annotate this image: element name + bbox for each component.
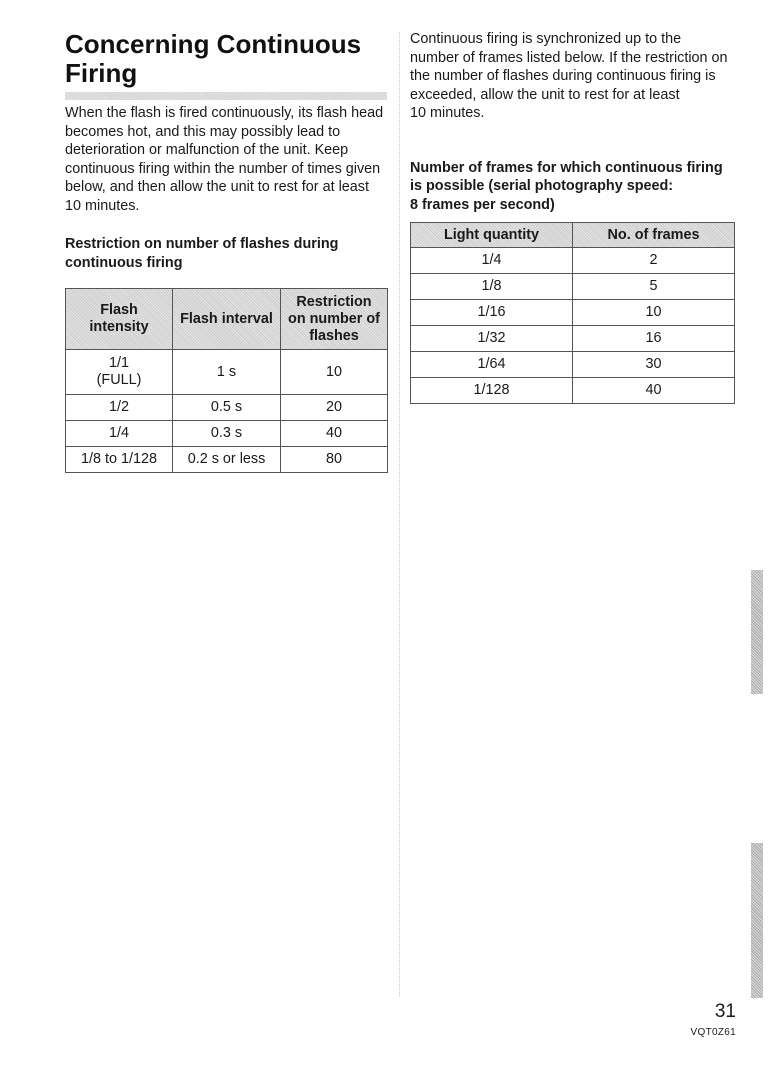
- side-tab-marker: [751, 570, 763, 694]
- table-cell: 1/1 (FULL): [66, 350, 173, 395]
- table-row: [66, 395, 388, 421]
- title-line: Concerning Continuous: [65, 29, 362, 59]
- header-restriction: Restriction on number of flashes: [281, 289, 388, 350]
- table-cell: 80: [281, 447, 388, 473]
- column-divider: [399, 32, 400, 997]
- left-column: [65, 30, 387, 473]
- text-line: 8 frames per second): [410, 196, 555, 213]
- table-cell: 40: [573, 378, 735, 404]
- table-row: [411, 274, 735, 300]
- table-row: [411, 248, 735, 274]
- header-number-of-frames: No. of frames: [573, 223, 735, 248]
- table-header-row: [66, 289, 388, 350]
- table-cell: 1/8: [411, 274, 573, 300]
- text-line: Restriction on number of flashes during: [65, 236, 339, 252]
- header-flash-intensity: Flash intensity: [66, 289, 173, 350]
- text-line: is possible (serial photography speed:: [410, 178, 674, 194]
- intro-paragraph: [65, 104, 387, 215]
- table-row: [411, 352, 735, 378]
- frames-subheading: [410, 159, 734, 215]
- table-cell: 0.3 s: [173, 421, 281, 447]
- text-line: continuous firing: [65, 254, 183, 271]
- text-line: deterioration or malfunction of the unit. Keep: [65, 142, 349, 158]
- table-cell: 0.2 s or less: [173, 447, 281, 473]
- text-line: Number of frames for which continuous firing: [410, 159, 723, 176]
- table-cell: 1/4: [411, 248, 573, 274]
- text-line: When the flash is fired continuously, its flash head: [65, 105, 384, 121]
- header-light-quantity: Light quantity: [411, 223, 573, 248]
- text-line: 10 minutes.: [65, 197, 140, 214]
- text-line: below, and then allow the unit to rest for at least: [65, 179, 369, 195]
- table-header-row: [411, 223, 735, 248]
- model-code: VQT0Z61: [690, 1027, 736, 1038]
- table-cell: 20: [281, 395, 388, 421]
- table-cell: 1/32: [411, 326, 573, 352]
- frames-table: [410, 222, 735, 404]
- table-cell: 1 s: [173, 350, 281, 395]
- table-cell: 10: [281, 350, 388, 395]
- title-underline-hatch: [65, 92, 387, 100]
- table-row: [66, 421, 388, 447]
- table-cell: 1/2: [66, 395, 173, 421]
- table-row: [411, 326, 735, 352]
- text-line: number of frames listed below. If the restriction on: [410, 49, 728, 66]
- page-number: 31: [714, 1001, 736, 1022]
- table-cell: 1/64: [411, 352, 573, 378]
- table-row: [411, 378, 735, 404]
- table-row: [66, 447, 388, 473]
- table-row: [66, 350, 388, 395]
- text-line: exceeded, allow the unit to rest for at least: [410, 86, 680, 103]
- table-cell: 16: [573, 326, 735, 352]
- title-line: Firing: [65, 58, 138, 88]
- table-cell: 1/8 to 1/128: [66, 447, 173, 473]
- table-cell: 40: [281, 421, 388, 447]
- section-title: [65, 30, 387, 88]
- text-line: the number of flashes during continuous firing is: [410, 68, 716, 84]
- text-line: continuous firing within the number of times given: [65, 160, 381, 177]
- restriction-table: [65, 288, 388, 473]
- table-cell: 2: [573, 248, 735, 274]
- table-cell: 30: [573, 352, 735, 378]
- table-cell: 1/16: [411, 300, 573, 326]
- table-cell: 1/128: [411, 378, 573, 404]
- table-row: [411, 300, 735, 326]
- synchronization-paragraph: [410, 30, 734, 123]
- side-tab-marker: [751, 843, 763, 998]
- text-line: 10 minutes.: [410, 105, 485, 121]
- right-column: [410, 30, 734, 404]
- text-line: becomes hot, and this may possibly lead to: [65, 123, 341, 140]
- text-line: Continuous firing is synchronized up to the: [410, 31, 682, 47]
- restriction-subheading: [65, 235, 387, 272]
- table-cell: 10: [573, 300, 735, 326]
- header-flash-interval: Flash interval: [173, 289, 281, 350]
- table-cell: 5: [573, 274, 735, 300]
- table-cell: 0.5 s: [173, 395, 281, 421]
- table-cell: 1/4: [66, 421, 173, 447]
